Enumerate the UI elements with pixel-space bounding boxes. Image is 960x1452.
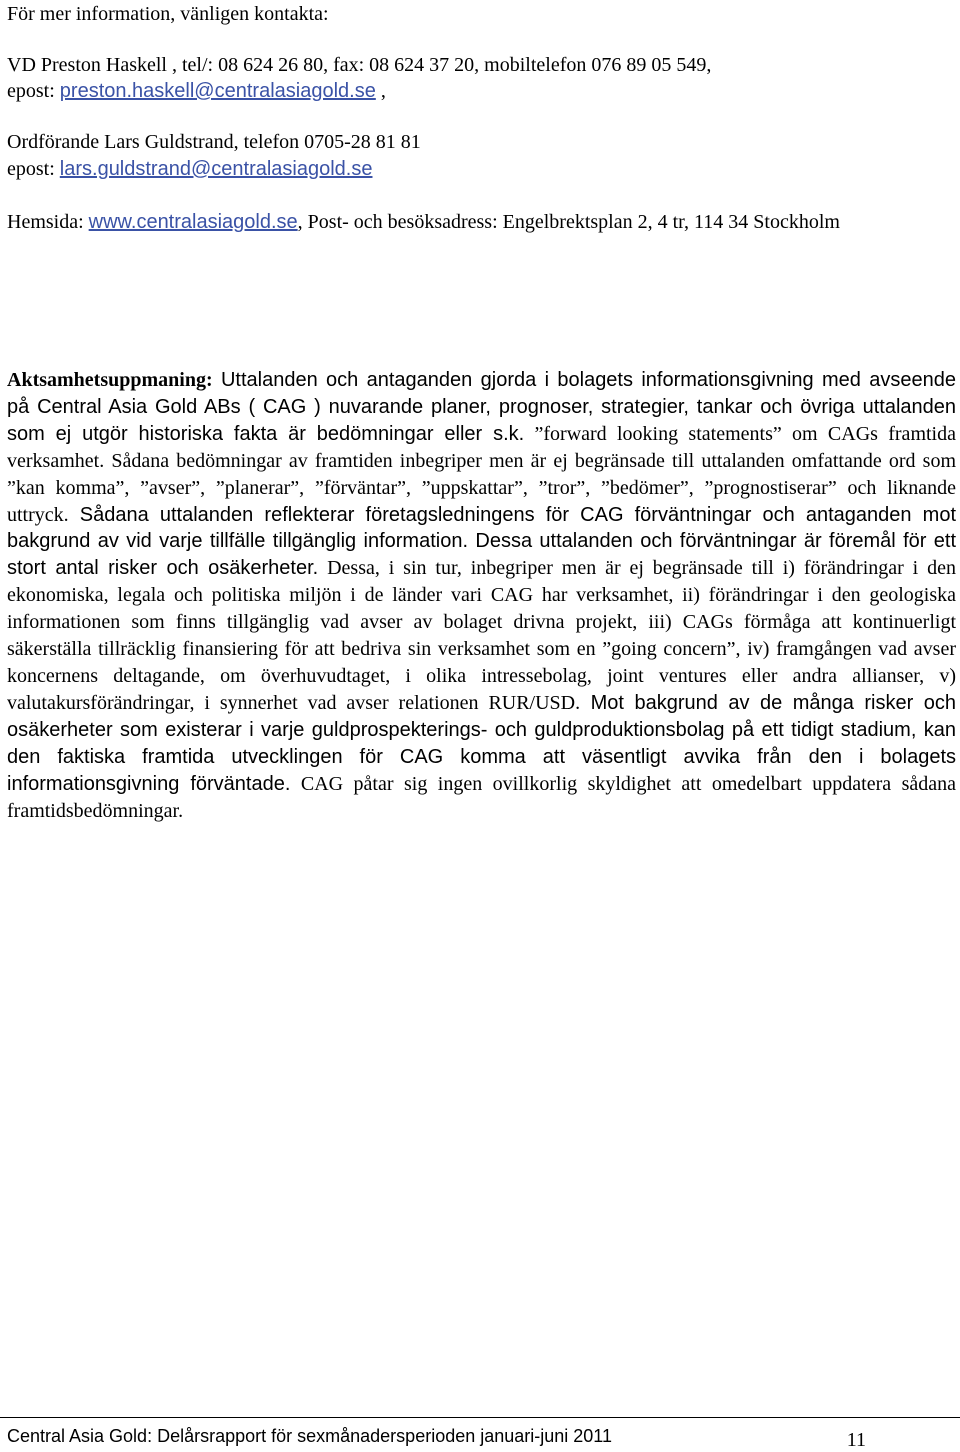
disclaimer-paragraph (7, 367, 956, 824)
website-label: Hemsida: (7, 211, 89, 233)
disclaimer-title: Aktsamhetsuppmaning: (7, 369, 213, 391)
disclaimer-text-5: Mot bakgrund av de många risker och osäkerheter som existerar i varje guldprospekterings- och guldproduktionsbolag på ett tidigt stadium, kan den faktiska framtida utvecklingen för CAG komma att väsentligt avvika från den i bolagets informationsgivning förväntade. (7, 691, 957, 795)
address-text: , Post- och besöksadress: Engelbrektsplan 2, 4 tr, 114 34 Stockholm (297, 211, 840, 233)
ceo-email-link[interactable]: preston.haskell@centralasiagold.se (59, 80, 376, 102)
disclaimer-text-1: Uttalanden och antaganden gjorda i bolagets informationsgivning med avseende på Central Asia Gold ABs ( CAG ) nuvarande planer, prognoser, strategier, tankar och övriga uttalanden som ej utgör historiska fakta är bedömningar eller s.k. (7, 369, 956, 445)
contact-heading: För mer information, vänligen kontakta: (7, 3, 329, 25)
disclaimer-text-2: ”forward looking statements” om CAGs framtida verksamhet. Sådana bedömningar av framtiden inbegriper men är ej begränsade till uttalanden omfattande ord som ”kan komma”, ”avser”, ”planerar”, ”förväntar”, ”uppskattar”, ”tror”, ”bedömer”, ”prognostiserar” och liknande uttryck. (7, 422, 956, 526)
chair-email-link[interactable]: lars.guldstrand@centralasiagold.se (59, 158, 373, 180)
disclaimer-text-6: CAG påtar sig ingen ovillkorlig skyldighet att omedelbart uppdatera sådana framtidsbedömningar. (7, 772, 956, 822)
page-number: 11 (846, 1429, 866, 1451)
disclaimer-text-4: Dessa, i sin tur, inbegriper men är ej begränsade till i) förändringar i den ekonomiska, legala och politiska miljön i de länder vari CAG har verksamhet, ii) förändringar i den geologiska informationen som finns tillgänglig vad avser av bolaget drivna projekt, iii) CAGs förmåga att kontinuerligt säkerställa tillräcklig finansiering för att bedriva sin verksamhet som en ”going concern”, iv) framgången vad avser koncernens deltagande, om överhuvudtaget, i olika intressebolag, joint ventures eller andra allianser, v) valutakursförändringar, i synnerhet vad avser relationen RUR/USD. (7, 557, 956, 714)
ceo-email-label: epost: (7, 80, 60, 102)
page-footer (0, 1417, 960, 1449)
chair-email-label: epost: (7, 158, 60, 180)
website-line (7, 210, 840, 234)
ceo-email-suffix: , (380, 80, 386, 102)
chair-email-line (7, 157, 372, 181)
footer-title: Central Asia Gold: Delårsrapport för sexmånadersperioden januari-juni 2011 (7, 1426, 612, 1446)
ceo-email-line (7, 79, 386, 103)
disclaimer-text-3: Sådana uttalanden reflekterar företagsledningens för CAG förväntningar och antaganden mot bakgrund av vid varje tillfälle tillgänglig information. Dessa uttalanden och förväntningar är föremål för ett stort antal risker och osäkerheter. (7, 503, 956, 580)
ceo-contact-line: VD Preston Haskell , tel/: 08 624 26 80, fax: 08 624 37 20, mobiltelefon 076 89 05 549, (7, 54, 712, 76)
chair-contact-line: Ordförande Lars Guldstrand, telefon 0705-28 81 81 (7, 131, 421, 153)
website-link[interactable]: www.centralasiagold.se (88, 211, 298, 233)
